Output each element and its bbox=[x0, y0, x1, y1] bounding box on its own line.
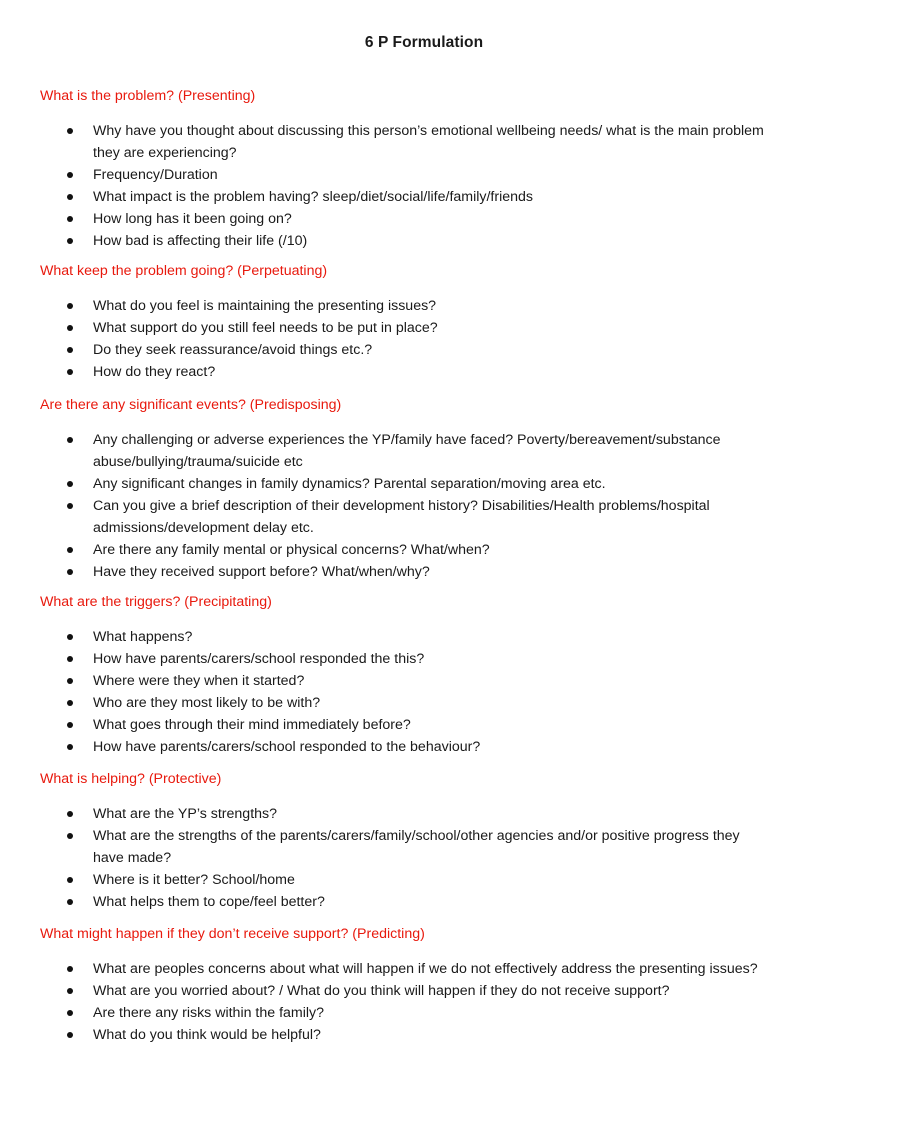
list-item-text: What helps them to cope/feel better? bbox=[93, 894, 325, 910]
list-item bbox=[40, 317, 840, 339]
list-item-text: Who are they most likely to be with? bbox=[93, 695, 321, 711]
bullet-icon bbox=[67, 744, 73, 750]
list-item bbox=[40, 208, 840, 230]
list-item-text: Are there any family mental or physical concerns? What/when? bbox=[93, 542, 490, 558]
list-item bbox=[40, 980, 840, 1002]
list-item bbox=[40, 648, 840, 670]
bullet-list bbox=[40, 120, 840, 252]
bullet-icon bbox=[67, 700, 73, 706]
bullet-icon bbox=[67, 988, 73, 994]
bullet-icon bbox=[67, 656, 73, 662]
bullet-icon bbox=[67, 877, 73, 883]
bullet-list bbox=[40, 958, 840, 1046]
section-heading: Are there any significant events? (Predisposing) bbox=[40, 397, 342, 413]
list-item bbox=[40, 495, 840, 517]
list-item bbox=[40, 736, 840, 758]
list-item bbox=[40, 361, 840, 383]
list-item-text: Why have you thought about discussing this person’s emotional wellbeing needs/ what is the main problem bbox=[93, 123, 764, 139]
list-item bbox=[40, 1002, 840, 1024]
bullet-icon bbox=[67, 833, 73, 839]
list-item-text: What impact is the problem having? sleep/diet/social/life/family/friends bbox=[93, 189, 534, 205]
bullet-list bbox=[40, 803, 840, 913]
list-item-continuation bbox=[40, 847, 840, 869]
section-heading: What might happen if they don’t receive support? (Predicting) bbox=[40, 926, 425, 942]
page-title: 6 P Formulation bbox=[364, 34, 484, 51]
bullet-icon bbox=[67, 128, 73, 134]
list-item-text: What goes through their mind immediately before? bbox=[93, 717, 411, 733]
list-item bbox=[40, 891, 840, 913]
list-item-text: What are peoples concerns about what will happen if we do not effectively address the presenting issues? bbox=[93, 961, 758, 977]
list-item-text: Any significant changes in family dynamics? Parental separation/moving area etc. bbox=[93, 476, 606, 492]
list-item bbox=[40, 670, 840, 692]
list-item-text: How have parents/carers/school responded the this? bbox=[93, 651, 425, 667]
section-heading: What is the problem? (Presenting) bbox=[40, 88, 256, 104]
bullet-icon bbox=[67, 216, 73, 222]
list-item bbox=[40, 825, 840, 847]
list-item-text: Where were they when it started? bbox=[93, 673, 305, 689]
list-item-text: Can you give a brief description of their development history? Disabilities/Health problems/hospital bbox=[93, 498, 710, 514]
bullet-list bbox=[40, 626, 840, 758]
list-item-continuation bbox=[40, 451, 840, 473]
list-item-text: What are the strengths of the parents/carers/family/school/other agencies and/or positive progress they bbox=[93, 828, 740, 844]
list-item-text: they are experiencing? bbox=[93, 145, 237, 161]
section-protective bbox=[40, 769, 840, 913]
list-item-text: Do they seek reassurance/avoid things etc.? bbox=[93, 342, 373, 358]
list-item-text: What do you feel is maintaining the presenting issues? bbox=[93, 298, 437, 314]
list-item-text: How long has it been going on? bbox=[93, 211, 292, 227]
list-item-text: What are you worried about? / What do you think will happen if they do not receive support? bbox=[93, 983, 670, 999]
list-item-text: have made? bbox=[93, 850, 172, 866]
list-item bbox=[40, 714, 840, 736]
list-item bbox=[40, 692, 840, 714]
list-item-text: What happens? bbox=[93, 629, 193, 645]
list-item-text: Have they received support before? What/when/why? bbox=[93, 564, 430, 580]
list-item bbox=[40, 164, 840, 186]
section-precipitating bbox=[40, 592, 840, 758]
list-item bbox=[40, 539, 840, 561]
bullet-icon bbox=[67, 369, 73, 375]
section-presenting bbox=[40, 86, 840, 252]
list-item-text: How do they react? bbox=[93, 364, 216, 380]
bullet-icon bbox=[67, 899, 73, 905]
bullet-icon bbox=[67, 325, 73, 331]
list-item-text: What support do you still feel needs to be put in place? bbox=[93, 320, 438, 336]
list-item-continuation bbox=[40, 517, 840, 539]
bullet-icon bbox=[67, 811, 73, 817]
bullet-icon bbox=[67, 722, 73, 728]
bullet-list bbox=[40, 295, 840, 383]
list-item bbox=[40, 869, 840, 891]
bullet-icon bbox=[67, 437, 73, 443]
bullet-icon bbox=[67, 634, 73, 640]
list-item bbox=[40, 339, 840, 361]
list-item-text: How bad is affecting their life (/10) bbox=[93, 233, 308, 249]
list-item-text: Frequency/Duration bbox=[93, 167, 218, 183]
section-predicting bbox=[40, 924, 840, 1046]
bullet-icon bbox=[67, 194, 73, 200]
list-item-text: abuse/bullying/trauma/suicide etc bbox=[93, 454, 303, 470]
list-item bbox=[40, 120, 840, 142]
bullet-icon bbox=[67, 172, 73, 178]
list-item bbox=[40, 561, 840, 583]
list-item bbox=[40, 958, 840, 980]
section-heading: What is helping? (Protective) bbox=[40, 771, 222, 787]
list-item-text: What are the YP’s strengths? bbox=[93, 806, 278, 822]
bullet-icon bbox=[67, 238, 73, 244]
list-item bbox=[40, 473, 840, 495]
list-item bbox=[40, 186, 840, 208]
bullet-icon bbox=[67, 347, 73, 353]
section-predisposing bbox=[40, 395, 840, 583]
bullet-icon bbox=[67, 547, 73, 553]
bullet-icon bbox=[67, 303, 73, 309]
section-perpetuating bbox=[40, 261, 840, 383]
list-item-text: Are there any risks within the family? bbox=[93, 1005, 325, 1021]
bullet-icon bbox=[67, 503, 73, 509]
list-item bbox=[40, 429, 840, 451]
list-item-continuation bbox=[40, 142, 840, 164]
list-item-text: Any challenging or adverse experiences the YP/family have faced? Poverty/bereavement/substance bbox=[93, 432, 721, 448]
bullet-icon bbox=[67, 481, 73, 487]
list-item-text: What do you think would be helpful? bbox=[93, 1027, 321, 1043]
list-item-text: How have parents/carers/school responded to the behaviour? bbox=[93, 739, 481, 755]
bullet-icon bbox=[67, 1032, 73, 1038]
bullet-list bbox=[40, 429, 840, 583]
list-item bbox=[40, 230, 840, 252]
list-item bbox=[40, 803, 840, 825]
list-item bbox=[40, 1024, 840, 1046]
section-heading: What keep the problem going? (Perpetuating) bbox=[40, 263, 328, 279]
bullet-icon bbox=[67, 966, 73, 972]
bullet-icon bbox=[67, 569, 73, 575]
list-item bbox=[40, 626, 840, 648]
list-item-text: admissions/development delay etc. bbox=[93, 520, 314, 536]
bullet-icon bbox=[67, 678, 73, 684]
bullet-icon bbox=[67, 1010, 73, 1016]
list-item-text: Where is it better? School/home bbox=[93, 872, 295, 888]
section-heading: What are the triggers? (Precipitating) bbox=[40, 594, 272, 610]
list-item bbox=[40, 295, 840, 317]
